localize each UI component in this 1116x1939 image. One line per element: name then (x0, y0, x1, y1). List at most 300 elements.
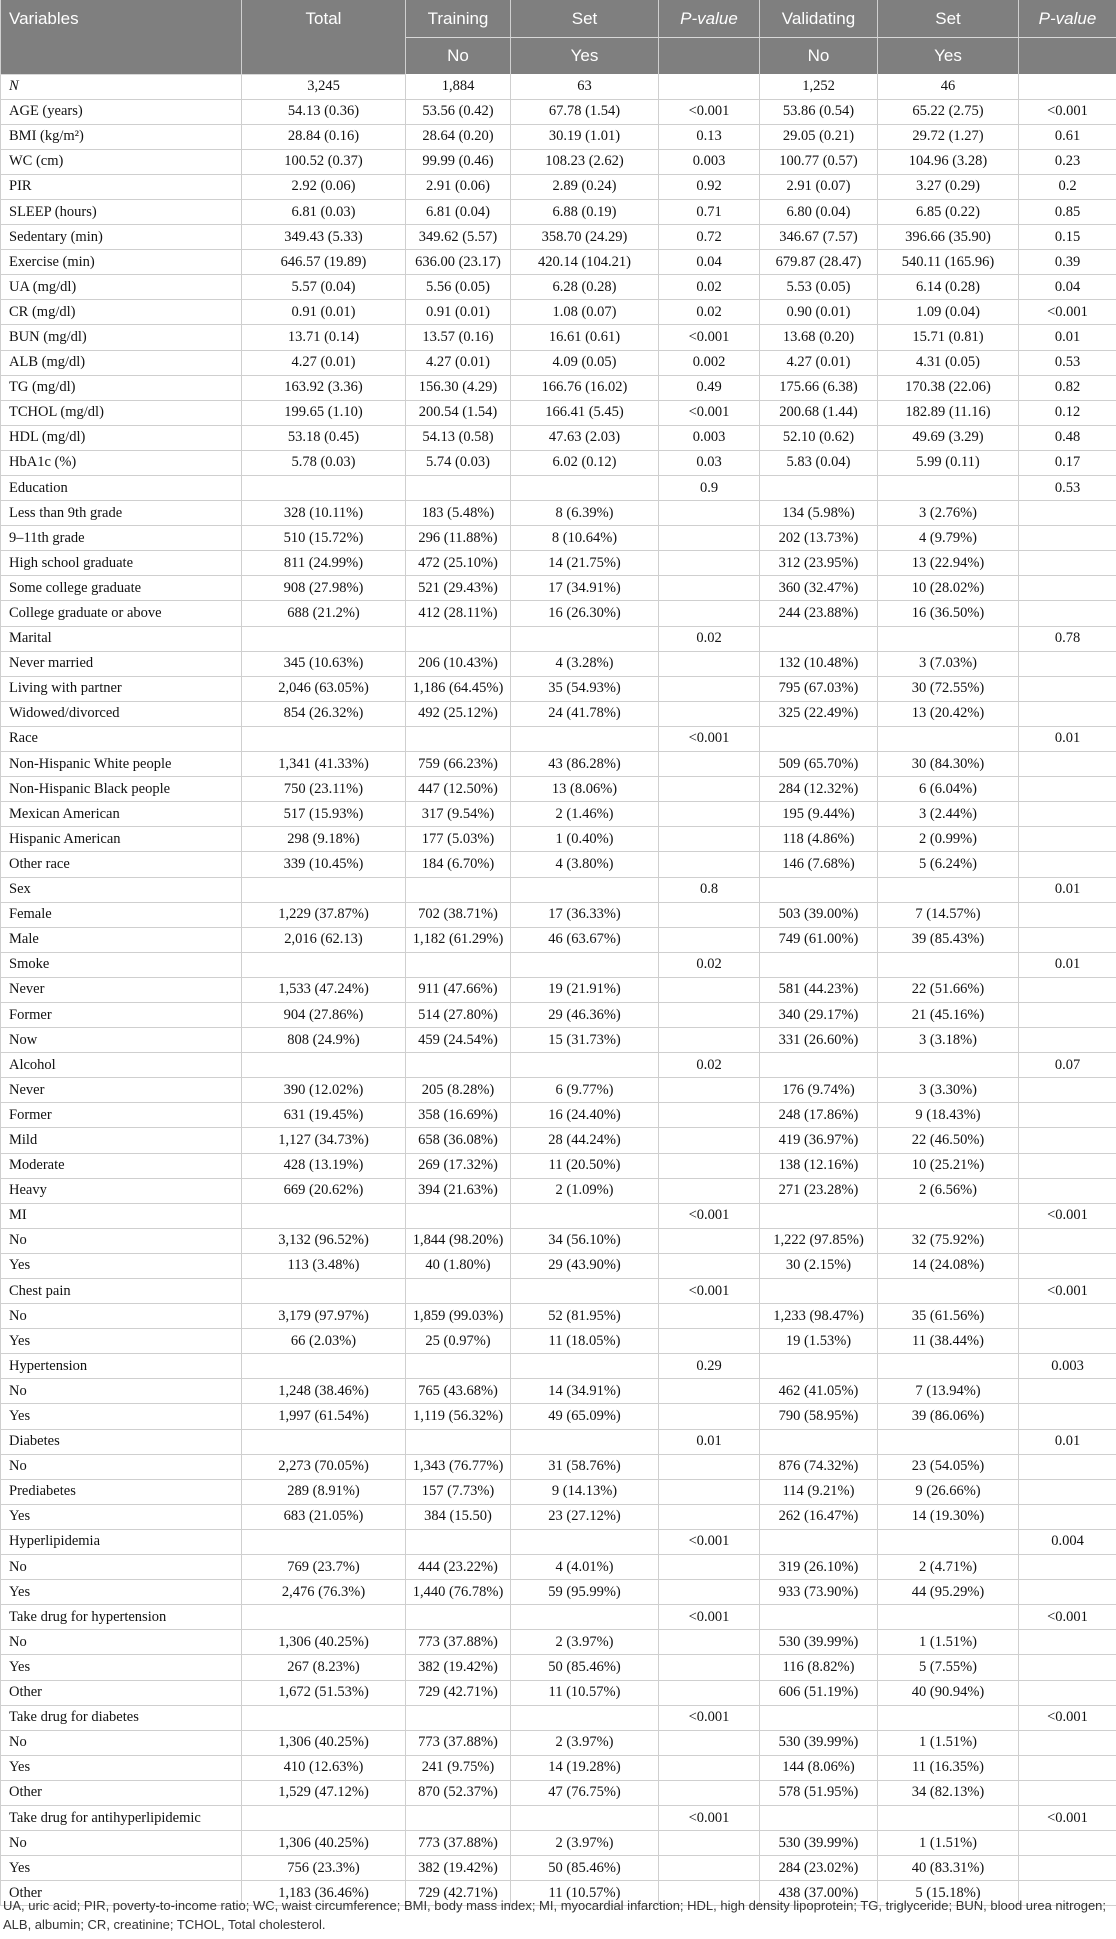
cell-validating-yes: 3 (7.03%) (878, 651, 1019, 676)
header-training: Training (406, 0, 511, 38)
cell-validating-yes: 3 (2.44%) (878, 802, 1019, 827)
cell-pvalue-training: 0.04 (659, 250, 760, 275)
header-set-2: Set (878, 0, 1019, 38)
cell-validating-no: 933 (73.90%) (760, 1580, 878, 1605)
table-row (1, 250, 1116, 275)
cell-pvalue-training: <0.001 (659, 400, 760, 425)
cell-pvalue-training: 0.002 (659, 350, 760, 375)
cell-training-yes (511, 1805, 659, 1830)
cell-variable: No (1, 1730, 242, 1755)
table-row (1, 1228, 1116, 1253)
cell-pvalue-validating (1019, 1103, 1116, 1128)
cell-variable: Other (1, 1780, 242, 1805)
cell-pvalue-training (659, 927, 760, 952)
table-row (1, 225, 1116, 250)
cell-total: 854 (26.32%) (242, 701, 406, 726)
cell-total: 5.57 (0.04) (242, 275, 406, 300)
cell-training-yes: 2 (1.09%) (511, 1178, 659, 1203)
cell-validating-yes (878, 1354, 1019, 1379)
cell-pvalue-training: <0.001 (659, 1805, 760, 1830)
cell-pvalue-training: <0.001 (659, 325, 760, 350)
table-row (1, 124, 1116, 149)
cell-validating-yes: 6.85 (0.22) (878, 199, 1019, 224)
cell-training-yes: 17 (36.33%) (511, 902, 659, 927)
cell-total: 390 (12.02%) (242, 1078, 406, 1103)
cell-validating-no: 244 (23.88%) (760, 601, 878, 626)
cell-pvalue-training: 0.02 (659, 1053, 760, 1078)
cell-training-no: 514 (27.80%) (406, 1002, 511, 1027)
cell-validating-yes: 49.69 (3.29) (878, 425, 1019, 450)
cell-variable: Mild (1, 1128, 242, 1153)
cell-validating-yes (878, 877, 1019, 902)
table-row (1, 551, 1116, 576)
cell-variable: No (1, 1555, 242, 1580)
cell-training-yes: 17 (34.91%) (511, 576, 659, 601)
cell-training-no: 394 (21.63%) (406, 1178, 511, 1203)
cell-validating-no: 331 (26.60%) (760, 1028, 878, 1053)
cell-pvalue-validating (1019, 1755, 1116, 1780)
cell-training-no: 1,182 (61.29%) (406, 927, 511, 952)
cell-training-no: 349.62 (5.57) (406, 225, 511, 250)
cell-total: 100.52 (0.37) (242, 149, 406, 174)
cell-pvalue-validating (1019, 1002, 1116, 1027)
cell-pvalue-training (659, 1580, 760, 1605)
cell-validating-no: 114 (9.21%) (760, 1479, 878, 1504)
cell-pvalue-training (659, 701, 760, 726)
cell-pvalue-validating (1019, 1780, 1116, 1805)
cell-pvalue-validating (1019, 1479, 1116, 1504)
cell-variable: Education (1, 476, 242, 501)
header-variables: Variables (1, 0, 242, 74)
table-row (1, 149, 1116, 174)
cell-pvalue-validating: 0.01 (1019, 952, 1116, 977)
cell-training-no: 1,440 (76.78%) (406, 1580, 511, 1605)
cell-pvalue-validating (1019, 1856, 1116, 1881)
cell-training-no: 1,884 (406, 74, 511, 99)
cell-validating-no: 312 (23.95%) (760, 551, 878, 576)
table-row (1, 1304, 1116, 1329)
cell-training-yes: 23 (27.12%) (511, 1504, 659, 1529)
cell-total: 345 (10.63%) (242, 651, 406, 676)
cell-pvalue-validating (1019, 1655, 1116, 1680)
cell-training-yes (511, 952, 659, 977)
cell-training-no: 157 (7.73%) (406, 1479, 511, 1504)
table-row (1, 1153, 1116, 1178)
cell-training-yes: 30.19 (1.01) (511, 124, 659, 149)
cell-variable: 9–11th grade (1, 526, 242, 551)
table-row (1, 1379, 1116, 1404)
cell-variable: Yes (1, 1655, 242, 1680)
cell-validating-no: 13.68 (0.20) (760, 325, 878, 350)
cell-training-no: 184 (6.70%) (406, 852, 511, 877)
cell-pvalue-validating (1019, 576, 1116, 601)
header-set-1: Set (511, 0, 659, 38)
cell-pvalue-validating (1019, 1128, 1116, 1153)
cell-training-no: 99.99 (0.46) (406, 149, 511, 174)
cell-pvalue-validating (1019, 1555, 1116, 1580)
cell-validating-no: 530 (39.99%) (760, 1831, 878, 1856)
cell-validating-no (760, 1279, 878, 1304)
cell-validating-no: 176 (9.74%) (760, 1078, 878, 1103)
cell-validating-yes (878, 1203, 1019, 1228)
cell-variable: SLEEP (hours) (1, 199, 242, 224)
cell-validating-yes: 21 (45.16%) (878, 1002, 1019, 1027)
cell-pvalue-validating (1019, 802, 1116, 827)
cell-variable: Yes (1, 1253, 242, 1278)
cell-training-no: 492 (25.12%) (406, 701, 511, 726)
cell-pvalue-validating (1019, 551, 1116, 576)
cell-total: 2,016 (62.13) (242, 927, 406, 952)
cell-pvalue-training: 0.8 (659, 877, 760, 902)
cell-training-yes: 47 (76.75%) (511, 1780, 659, 1805)
cell-pvalue-training: 0.02 (659, 300, 760, 325)
table-row (1, 1555, 1116, 1580)
cell-training-no: 156.30 (4.29) (406, 375, 511, 400)
cell-pvalue-training (659, 1253, 760, 1278)
cell-validating-yes: 30 (72.55%) (878, 676, 1019, 701)
cell-validating-no: 200.68 (1.44) (760, 400, 878, 425)
cell-validating-yes: 35 (61.56%) (878, 1304, 1019, 1329)
cell-training-no: 729 (42.71%) (406, 1881, 511, 1906)
cell-training-no: 759 (66.23%) (406, 752, 511, 777)
cell-validating-no: 1,233 (98.47%) (760, 1304, 878, 1329)
cell-validating-no: 2.91 (0.07) (760, 174, 878, 199)
cell-total: 510 (15.72%) (242, 526, 406, 551)
cell-training-yes: 49 (65.09%) (511, 1404, 659, 1429)
header-validating-no: No (760, 38, 878, 75)
cell-validating-no: 419 (36.97%) (760, 1128, 878, 1153)
cell-variable: Non-Hispanic White people (1, 752, 242, 777)
cell-total (242, 476, 406, 501)
cell-validating-yes: 1.09 (0.04) (878, 300, 1019, 325)
cell-pvalue-training: 0.003 (659, 149, 760, 174)
cell-pvalue-validating (1019, 1404, 1116, 1429)
cell-training-no: 177 (5.03%) (406, 827, 511, 852)
cell-training-no: 459 (24.54%) (406, 1028, 511, 1053)
cell-training-no: 911 (47.66%) (406, 977, 511, 1002)
cell-training-no: 1,343 (76.77%) (406, 1454, 511, 1479)
cell-total: 28.84 (0.16) (242, 124, 406, 149)
cell-validating-no: 790 (58.95%) (760, 1404, 878, 1429)
cell-training-no (406, 726, 511, 751)
cell-total: 517 (15.93%) (242, 802, 406, 827)
header-pvalue-1: P-value (659, 0, 760, 38)
cell-training-no: 53.56 (0.42) (406, 99, 511, 124)
cell-pvalue-training (659, 827, 760, 852)
cell-validating-no: 132 (10.48%) (760, 651, 878, 676)
table-row (1, 425, 1116, 450)
cell-training-yes: 19 (21.91%) (511, 977, 659, 1002)
cell-validating-no: 346.67 (7.57) (760, 225, 878, 250)
cell-training-no (406, 1354, 511, 1379)
table-row (1, 501, 1116, 526)
cell-validating-yes: 5 (15.18%) (878, 1881, 1019, 1906)
header-pvalue-1-blank (659, 38, 760, 75)
table-row (1, 1755, 1116, 1780)
cell-total: 1,997 (61.54%) (242, 1404, 406, 1429)
cell-pvalue-training (659, 802, 760, 827)
cell-validating-no: 679.87 (28.47) (760, 250, 878, 275)
cell-training-no: 658 (36.08%) (406, 1128, 511, 1153)
cell-pvalue-validating (1019, 902, 1116, 927)
table-row (1, 1329, 1116, 1354)
cell-total: 53.18 (0.45) (242, 425, 406, 450)
cell-training-yes: 6.88 (0.19) (511, 199, 659, 224)
cell-training-no: 206 (10.43%) (406, 651, 511, 676)
cell-total: 6.81 (0.03) (242, 199, 406, 224)
cell-variable: Yes (1, 1504, 242, 1529)
cell-training-no (406, 1429, 511, 1454)
cell-pvalue-training (659, 576, 760, 601)
cell-validating-no: 52.10 (0.62) (760, 425, 878, 450)
cell-pvalue-training: 0.29 (659, 1354, 760, 1379)
cell-pvalue-training (659, 1379, 760, 1404)
cell-variable: TG (mg/dl) (1, 375, 242, 400)
table-row (1, 626, 1116, 651)
cell-pvalue-training (659, 1128, 760, 1153)
cell-validating-yes: 3 (2.76%) (878, 501, 1019, 526)
cell-pvalue-validating (1019, 927, 1116, 952)
header-training-yes: Yes (511, 38, 659, 75)
cell-training-yes: 11 (18.05%) (511, 1329, 659, 1354)
cell-pvalue-training (659, 1002, 760, 1027)
cell-pvalue-validating (1019, 1831, 1116, 1856)
cell-total (242, 726, 406, 751)
cell-variable: Hypertension (1, 1354, 242, 1379)
table-row (1, 1856, 1116, 1881)
cell-training-no: 702 (38.71%) (406, 902, 511, 927)
cell-validating-yes: 10 (28.02%) (878, 576, 1019, 601)
cell-variable: Take drug for diabetes (1, 1705, 242, 1730)
cell-training-no: 773 (37.88%) (406, 1730, 511, 1755)
cell-total: 54.13 (0.36) (242, 99, 406, 124)
cell-variable: Female (1, 902, 242, 927)
table-row (1, 827, 1116, 852)
cell-validating-no: 29.05 (0.21) (760, 124, 878, 149)
cell-total: 808 (24.9%) (242, 1028, 406, 1053)
cell-pvalue-validating: 0.07 (1019, 1053, 1116, 1078)
cell-pvalue-validating: 0.12 (1019, 400, 1116, 425)
table-row (1, 1630, 1116, 1655)
cell-total (242, 1203, 406, 1228)
cell-validating-yes: 1 (1.51%) (878, 1630, 1019, 1655)
table-row (1, 1705, 1116, 1730)
cell-validating-no: 1,222 (97.85%) (760, 1228, 878, 1253)
cell-variable: Widowed/divorced (1, 701, 242, 726)
cell-training-yes: 6 (9.77%) (511, 1078, 659, 1103)
cell-pvalue-validating: <0.001 (1019, 1203, 1116, 1228)
cell-total: 13.71 (0.14) (242, 325, 406, 350)
cell-training-yes: 52 (81.95%) (511, 1304, 659, 1329)
cell-training-yes (511, 1705, 659, 1730)
cell-pvalue-training: 0.92 (659, 174, 760, 199)
cell-total: 2.92 (0.06) (242, 174, 406, 199)
cell-total (242, 1705, 406, 1730)
cell-pvalue-validating (1019, 1304, 1116, 1329)
table-row (1, 726, 1116, 751)
cell-validating-yes: 14 (19.30%) (878, 1504, 1019, 1529)
cell-validating-yes (878, 1705, 1019, 1730)
table-row (1, 852, 1116, 877)
cell-validating-yes: 13 (20.42%) (878, 701, 1019, 726)
cell-variable: High school graduate (1, 551, 242, 576)
cell-variable: Former (1, 1103, 242, 1128)
cell-pvalue-training (659, 1178, 760, 1203)
cell-pvalue-training (659, 1228, 760, 1253)
cell-total (242, 877, 406, 902)
cell-validating-no (760, 1805, 878, 1830)
cell-training-yes (511, 1203, 659, 1228)
cell-pvalue-training (659, 1755, 760, 1780)
cell-validating-no: 4.27 (0.01) (760, 350, 878, 375)
cell-pvalue-training (659, 1504, 760, 1529)
cell-training-no: 317 (9.54%) (406, 802, 511, 827)
header-pvalue-2-blank (1019, 38, 1116, 75)
table-body (1, 74, 1116, 1906)
table-header (1, 0, 1116, 74)
cell-total: 1,248 (38.46%) (242, 1379, 406, 1404)
cell-training-no: 54.13 (0.58) (406, 425, 511, 450)
cell-variable: Hyperlipidemia (1, 1529, 242, 1554)
cell-training-yes: 2 (1.46%) (511, 802, 659, 827)
cell-training-no: 28.64 (0.20) (406, 124, 511, 149)
cell-variable: Mexican American (1, 802, 242, 827)
cell-validating-no: 606 (51.19%) (760, 1680, 878, 1705)
cell-validating-yes: 10 (25.21%) (878, 1153, 1019, 1178)
cell-pvalue-validating: 0.15 (1019, 225, 1116, 250)
cell-validating-no: 5.53 (0.05) (760, 275, 878, 300)
cell-training-yes (511, 726, 659, 751)
cell-pvalue-validating (1019, 977, 1116, 1002)
cell-validating-no: 1,252 (760, 74, 878, 99)
cell-training-no: 40 (1.80%) (406, 1253, 511, 1278)
cell-validating-no: 271 (23.28%) (760, 1178, 878, 1203)
cell-training-no: 773 (37.88%) (406, 1630, 511, 1655)
cell-validating-no: 503 (39.00%) (760, 902, 878, 927)
cell-training-no (406, 1203, 511, 1228)
cell-validating-no: 100.77 (0.57) (760, 149, 878, 174)
cell-validating-yes: 4.31 (0.05) (878, 350, 1019, 375)
cell-validating-no: 134 (5.98%) (760, 501, 878, 526)
table-row (1, 1429, 1116, 1454)
cell-total: 750 (23.11%) (242, 777, 406, 802)
cell-pvalue-training (659, 1730, 760, 1755)
cell-pvalue-validating: 0.39 (1019, 250, 1116, 275)
cell-variable: N (1, 74, 242, 99)
cell-variable: Never married (1, 651, 242, 676)
cell-pvalue-validating: 0.004 (1019, 1529, 1116, 1554)
cell-total: 1,341 (41.33%) (242, 752, 406, 777)
cell-total: 1,529 (47.12%) (242, 1780, 406, 1805)
cell-total (242, 1429, 406, 1454)
cell-pvalue-training (659, 977, 760, 1002)
cell-training-yes: 34 (56.10%) (511, 1228, 659, 1253)
cell-pvalue-training: 0.72 (659, 225, 760, 250)
cell-training-no: 382 (19.42%) (406, 1655, 511, 1680)
table-row (1, 1680, 1116, 1705)
cell-training-yes: 6.28 (0.28) (511, 275, 659, 300)
cell-training-yes: 16 (24.40%) (511, 1103, 659, 1128)
cell-training-no: 765 (43.68%) (406, 1379, 511, 1404)
cell-validating-yes: 9 (26.66%) (878, 1479, 1019, 1504)
cell-training-yes: 15 (31.73%) (511, 1028, 659, 1053)
table-row (1, 977, 1116, 1002)
cell-pvalue-validating: 0.01 (1019, 325, 1116, 350)
cell-training-no (406, 952, 511, 977)
cell-training-yes: 47.63 (2.03) (511, 425, 659, 450)
table-row (1, 576, 1116, 601)
cell-pvalue-validating: 0.01 (1019, 726, 1116, 751)
cell-validating-no (760, 1605, 878, 1630)
cell-pvalue-training (659, 852, 760, 877)
cell-pvalue-training: <0.001 (659, 1203, 760, 1228)
cell-validating-no: 53.86 (0.54) (760, 99, 878, 124)
table-row (1, 1178, 1116, 1203)
table-row (1, 1203, 1116, 1228)
cell-variable: Yes (1, 1580, 242, 1605)
cell-training-yes (511, 476, 659, 501)
cell-training-no (406, 877, 511, 902)
cell-training-yes: 59 (95.99%) (511, 1580, 659, 1605)
cell-pvalue-training (659, 601, 760, 626)
cell-validating-no (760, 952, 878, 977)
header-total: Total (242, 0, 406, 74)
table-row (1, 1454, 1116, 1479)
cell-training-yes: 16 (26.30%) (511, 601, 659, 626)
cell-total: 66 (2.03%) (242, 1329, 406, 1354)
cell-validating-yes: 396.66 (35.90) (878, 225, 1019, 250)
cell-variable: Prediabetes (1, 1479, 242, 1504)
cell-pvalue-training: 0.02 (659, 275, 760, 300)
cell-total (242, 1605, 406, 1630)
cell-variable: Hispanic American (1, 827, 242, 852)
cell-pvalue-validating (1019, 601, 1116, 626)
cell-validating-no: 319 (26.10%) (760, 1555, 878, 1580)
cell-pvalue-training (659, 1304, 760, 1329)
cell-variable: Never (1, 977, 242, 1002)
cell-validating-yes: 32 (75.92%) (878, 1228, 1019, 1253)
cell-training-yes: 14 (19.28%) (511, 1755, 659, 1780)
cell-pvalue-training (659, 902, 760, 927)
cell-validating-yes: 40 (83.31%) (878, 1856, 1019, 1881)
cell-training-no (406, 626, 511, 651)
cell-pvalue-validating: 0.53 (1019, 476, 1116, 501)
cell-validating-no (760, 1354, 878, 1379)
cell-variable: Take drug for antihyperlipidemic (1, 1805, 242, 1830)
cell-total: 298 (9.18%) (242, 827, 406, 852)
table-row (1, 601, 1116, 626)
table-row (1, 952, 1116, 977)
cell-variable: UA (mg/dl) (1, 275, 242, 300)
cell-training-yes: 50 (85.46%) (511, 1856, 659, 1881)
header-training-no: No (406, 38, 511, 75)
cell-training-no (406, 1605, 511, 1630)
cell-validating-no: 340 (29.17%) (760, 1002, 878, 1027)
cell-pvalue-validating (1019, 701, 1116, 726)
cell-training-yes: 1.08 (0.07) (511, 300, 659, 325)
cell-validating-no: 876 (74.32%) (760, 1454, 878, 1479)
cell-total: 904 (27.86%) (242, 1002, 406, 1027)
cell-total: 0.91 (0.01) (242, 300, 406, 325)
cell-total (242, 952, 406, 977)
cell-variable: Yes (1, 1856, 242, 1881)
cell-variable: Former (1, 1002, 242, 1027)
cell-pvalue-training: <0.001 (659, 1529, 760, 1554)
cell-training-yes: 2 (3.97%) (511, 1630, 659, 1655)
cell-pvalue-validating: 0.48 (1019, 425, 1116, 450)
table-row (1, 701, 1116, 726)
cell-variable: ALB (mg/dl) (1, 350, 242, 375)
